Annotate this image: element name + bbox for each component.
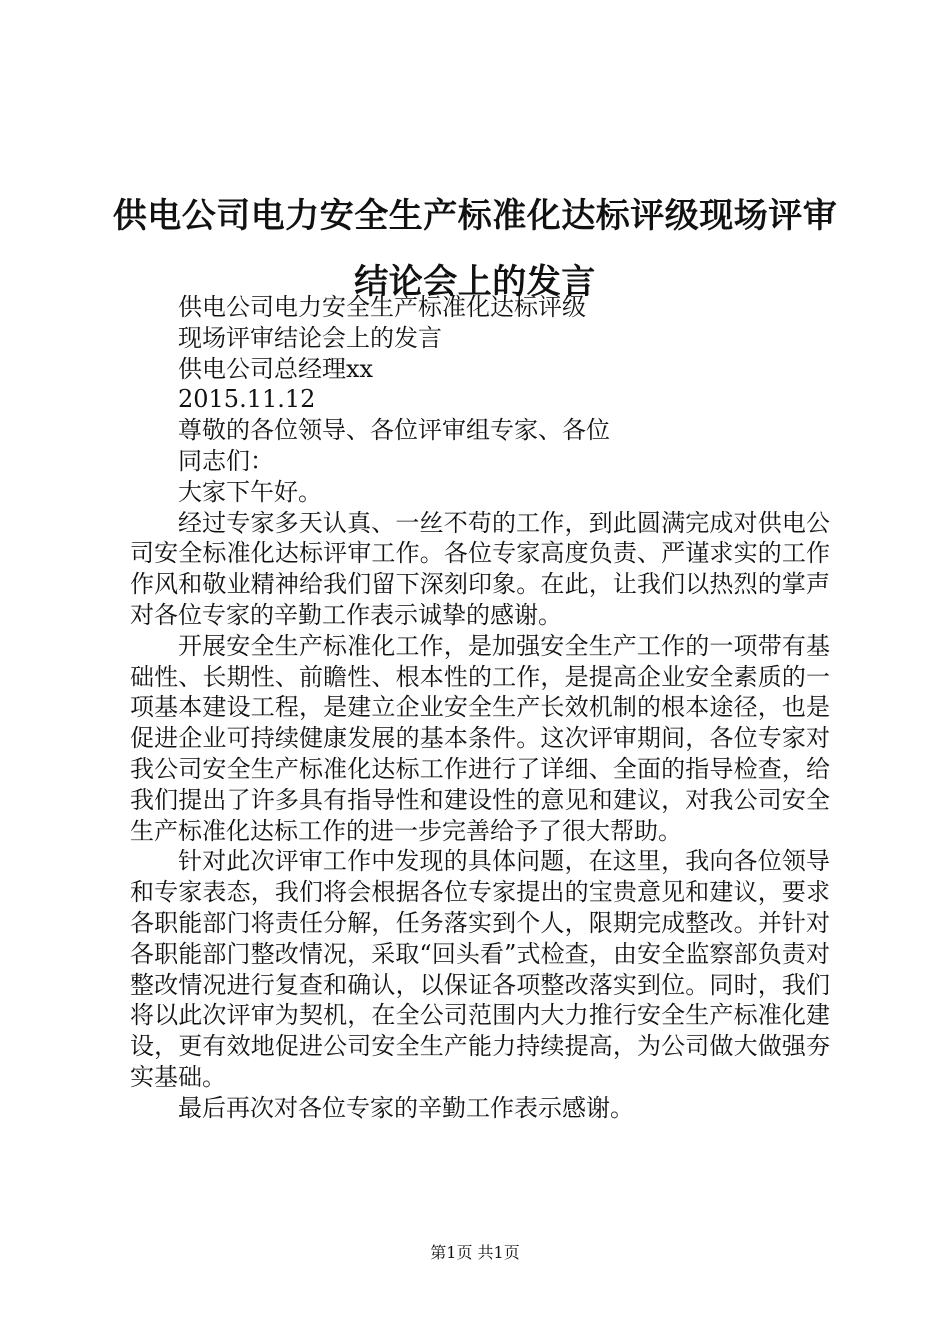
salutation-line-1: 尊敬的各位领导、各位评审组专家、各位 xyxy=(178,416,610,445)
page-footer: 第1页 共1页 xyxy=(430,1243,520,1262)
header-line-title-1: 供电公司电力安全生产标准化达标评级 xyxy=(178,293,586,321)
speaker-line: 供电公司总经理xx xyxy=(178,354,374,383)
date-line: 2015.11.12 xyxy=(178,385,316,414)
header-line-title-2: 现场评审结论会上的发言 xyxy=(178,323,442,352)
document-body xyxy=(130,292,830,1124)
paragraph-thanks: 经过专家多天认真、一丝不苟的工作，到此圆满完成对供电公司安全标准化达标评审工作。各位专家高度负责、严谨求实的工作作风和敬业精神给我们留下深刻印象。在此，让我们以热烈的掌声对各位专家的辛勤工作表示诚挚的感谢。 xyxy=(130,508,830,629)
document-title: 供电公司电力安全生产标准化达标评级现场评审结论会上的发言 xyxy=(112,196,838,302)
salutation-line-2: 同志们： xyxy=(178,446,274,475)
paragraph-rectification: 针对此次评审工作中发现的具体问题，在这里，我向各位领导和专家表态，我们将会根据各位专家提出的宝贵意见和建议，要求各职能部门将责任分解，任务落实到个人，限期完成整改。并针对各职能部门整改情况，采取“回头看”式检查，由安全监察部负责对整改情况进行复查和确认，以保证各项整改落实到位。同时，我们将以此次评审为契机，在全公司范围内大力推行安全生产标准化建设，更有效地促进公司安全生产能力持续提高，为公司做大做强夯实基础。 xyxy=(130,847,830,1091)
greeting-line: 大家下午好。 xyxy=(178,477,322,506)
paragraph-significance: 开展安全生产标准化工作，是加强安全生产工作的一项带有基础性、长期性、前瞻性、根本性的工作，是提高企业安全素质的一项基本建设工程，是建立企业安全生产长效机制的根本途径，也是促进企业可持续健康发展的基本条件。这次评审期间，各位专家对我公司安全生产标准化达标工作进行了详细、全面的指导检查，给我们提出了许多具有指导性和建设性的意见和建议，对我公司安全生产标准化达标工作的进一步完善给予了很大帮助。 xyxy=(130,631,830,845)
paragraph-closing: 最后再次对各位专家的辛勤工作表示感谢。 xyxy=(178,1093,634,1122)
